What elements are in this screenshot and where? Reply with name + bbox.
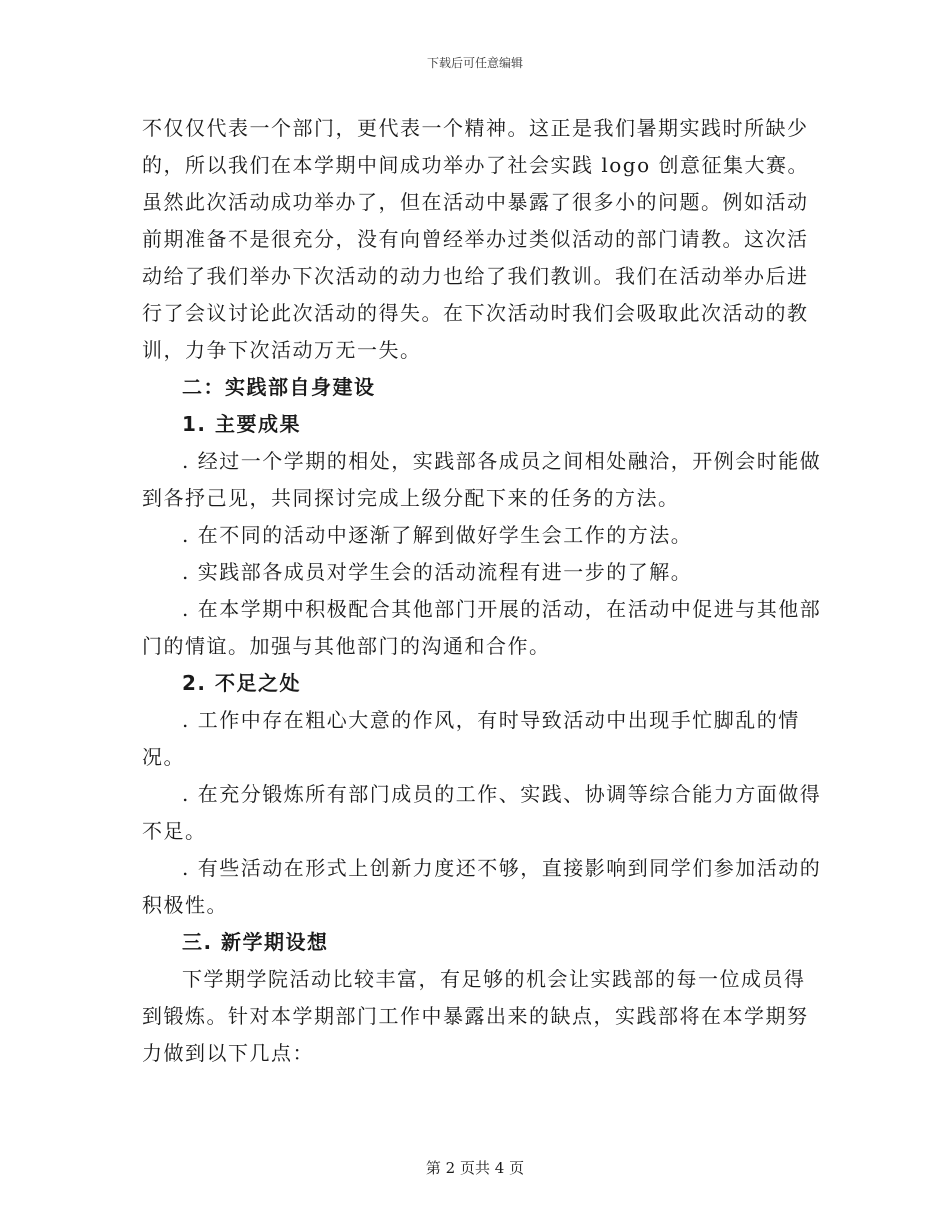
achievement-item-2: . 在不同的活动中逐渐了解到做好学生会工作的方法。	[182, 523, 693, 547]
section-3-paragraph: 下学期学院活动比较丰富，有足够的机会让实践部的每一位成员得到锻炼。针对本学期部门工作中暴露出来的缺点，实践部将在本学期努力做到以下几点：	[142, 967, 809, 1065]
shortcoming-item-3: . 有些活动在形式上创新力度还不够，直接影响到同学们参加活动的积极性。	[142, 856, 822, 917]
achievement-item-3: . 实践部各成员对学生会的活动流程有进一步的了解。	[182, 560, 693, 584]
shortcoming-item-2: . 在充分锻炼所有部门成员的工作、实践、协调等综合能力方面做得不足。	[142, 782, 822, 843]
intro-paragraph: 不仅仅代表一个部门，更代表一个精神。这正是我们暑期实践时所缺少的，所以我们在本学期中间成功举办了社会实践 logo 创意征集大赛。虽然此次活动成功举办了，但在活动中暴露了很多小的问题。例如活动前期准备不是很充分，没有向曾经举办过类似活动的部门请教。这次活动给了我们举办下次活动的动力也给了我们教训。我们在活动举办后进行了会议讨论此次活动的得失。在下次活动时我们会吸取此次活动的教训，力争下次活动万无一失。	[142, 116, 809, 362]
achievement-item-1: . 经过一个学期的相处，实践部各成员之间相处融洽，开例会时能做到各抒己见，共同探讨完成上级分配下来的任务的方法。	[142, 449, 822, 510]
section-3-title: 三. 新学期设想	[182, 930, 329, 954]
page-header: 下载后可任意编辑	[426, 56, 523, 70]
subsection-1-title: 1. 主要成果	[182, 412, 301, 436]
subsection-2-title: 2. 不足之处	[182, 671, 301, 695]
page-number: 第 2 页共 4 页	[425, 1159, 525, 1177]
shortcoming-item-1: . 工作中存在粗心大意的作风，有时导致活动中出现手忙脚乱的情况。	[142, 708, 800, 769]
section-2-title: 二：实践部自身建设	[182, 375, 376, 399]
achievement-item-4: . 在本学期中积极配合其他部门开展的活动，在活动中促进与其他部门的情谊。加强与其他部门的沟通和合作。	[142, 597, 822, 658]
document-body	[142, 110, 822, 1072]
